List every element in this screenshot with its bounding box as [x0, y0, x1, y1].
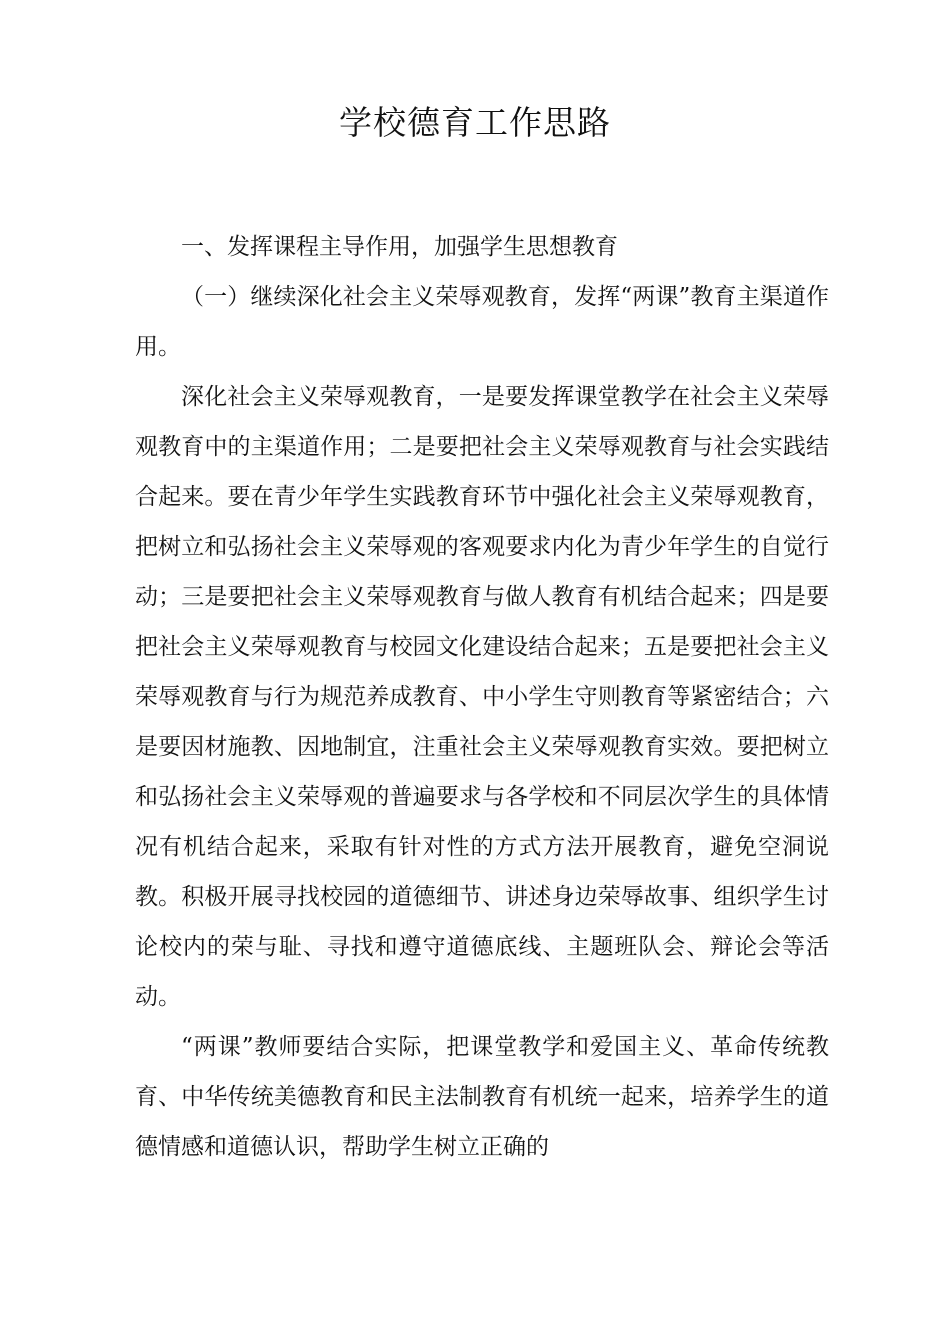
body-paragraph: “两课”教师要结合实际，把课堂教学和爱国主义、革命传统教育、中华传统美德教育和民主法制教育有机统一起来，培养学生的道德情感和道德认识，帮助学生树立正确的	[135, 1034, 829, 1160]
body-paragraph: 深化社会主义荣辱观教育，一是要发挥课堂教学在社会主义荣辱观教育中的主渠道作用；二是要把社会主义荣辱观教育与社会实践结合起来。要在青少年学生实践教育环节中强化社会主义荣辱观教育，把树立和弘扬社会主义荣辱观的客观要求内化为青少年学生的自觉行动；三是要把社会主义荣辱观教育与做人教育有机结合起来；四是要把社会主义荣辱观教育与校园文化建设结合起来；五是要把社会主义荣辱观教育与行为规范养成教育、中小学生守则教育等紧密结合；六是要因材施教、因地制宜，注重社会主义荣辱观教育实效。要把树立和弘扬社会主义荣辱观的普遍要求与各学校和不同层次学生的具体情况有机结合起来，采取有针对性的方式方法开展教育，避免空洞说教。积极开展寻找校园的道德细节、讲述身边荣辱故事、组织学生讨论校内的荣与耻、寻找和遵守道德底线、主题班队会、辩论会等活动。	[135, 384, 829, 1010]
document-title: 学校德育工作思路	[339, 103, 611, 142]
subsection-heading: （一）继续深化社会主义荣辱观教育，发挥“两课”教育主渠道作用。	[135, 284, 829, 360]
document-body	[135, 222, 829, 1172]
section-heading: 一、发挥课程主导作用，加强学生思想教育	[181, 234, 618, 260]
